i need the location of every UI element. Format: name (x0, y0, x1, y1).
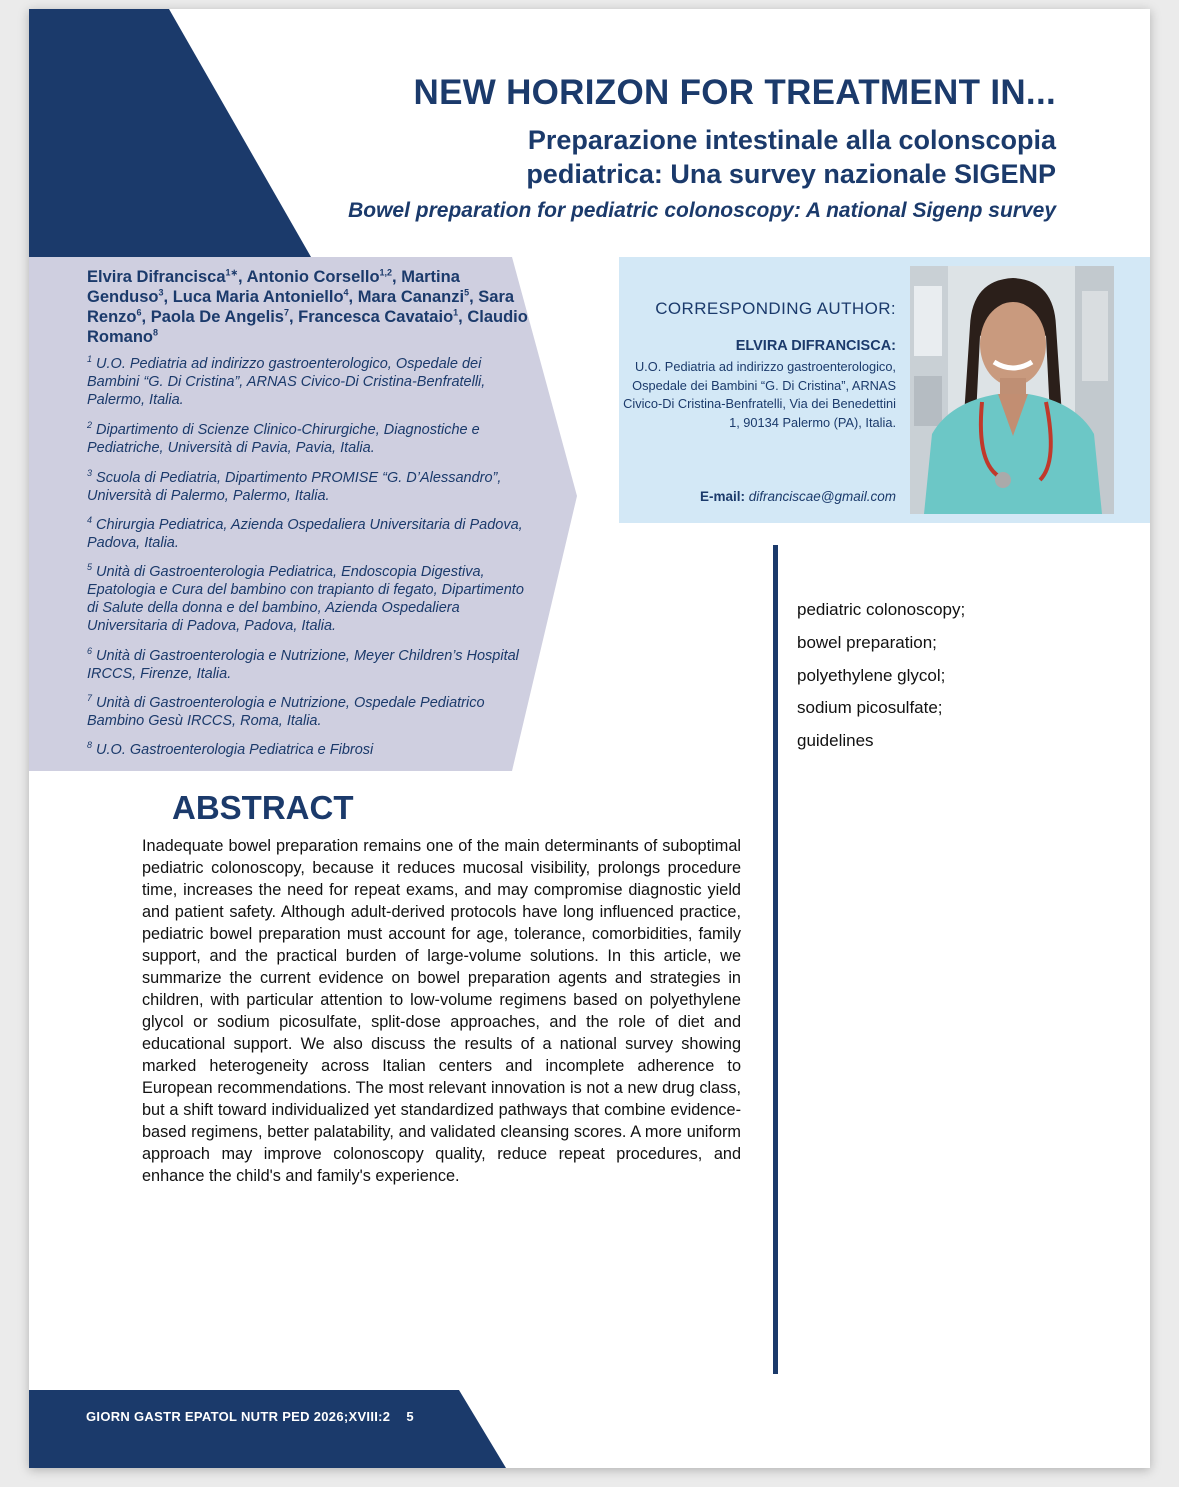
author: Antonio Corsello$^{1,2}$ (246, 267, 393, 286)
keyword: polyethylene glycol; (797, 665, 946, 685)
footer-citation (86, 1409, 414, 1424)
keyword: bowel preparation; (797, 632, 937, 652)
author-photo (910, 266, 1114, 514)
author: Mara Cananzi$^5$ (357, 287, 470, 306)
corresponding-author-email: E-mail: difranciscae@gmail.com (699, 489, 896, 504)
keywords-list (797, 594, 965, 758)
corresponding-author-label: CORRESPONDING AUTHOR: (655, 299, 896, 318)
journal-citation: GIORN GASTR EPATOL NUTR PED 2026;XVIII:2 (86, 1409, 391, 1424)
author: Luca Maria Antoniello$^4$ (172, 287, 349, 306)
affiliation-2: $^2$ Dipartimento di Scienze Clinico-Chirurgiche, Diagnostiche e Pediatriche, Università di Pavia, Pavia, Italia. (87, 420, 480, 456)
abstract-text: Inadequate bowel preparation remains one of the main determinants of suboptimal pediatric colonoscopy, because it reduces mucosal visibility, prolongs procedure time, increases the need for repeat exams, and may compromise diagnostic yield and patient safety. Although adult-derived protocols have long influenced practice, pediatric bowel preparation must account for age, tolerance, comorbidities, family support, and the practical burden of large-volume solutions. In this article, we summarize the current evidence on bowel preparation agents and strategies in children, with particular attention to low-volume regimens based on polyethylene glycol or sodium picosulfate, split-dose approaches, and the role of diet and educational support. We also discuss the results of a national survey showing marked heterogeneity across Italian centers and incomplete adherence to European recommendations. The most relevant innovation is not a new drug class, but a shift toward individualized yet standardized pathways that combine evidence-based regimens, better palatability, and validated cleansing scores. A more uniform approach may improve colonoscopy quality, reduce repeat procedures, and enhance the child's and family's experience. (142, 837, 741, 1185)
affiliation-7: $^7$ Unità di Gastroenterologia e Nutrizione, Ospedale Pediatrico Bambino Gesù IRCCS, Roma, Italia. (87, 693, 485, 729)
column-divider (773, 545, 778, 1374)
series-title: NEW HORIZON FOR TREATMENT IN... (413, 73, 1056, 112)
author: Paola De Angelis$^7$ (150, 307, 289, 326)
footer-navy-shape (29, 1390, 506, 1468)
author: Francesca Cavataio$^1$ (298, 307, 459, 326)
keyword: sodium picosulfate; (797, 698, 943, 718)
author-list: Elvira Difrancisca$^{1∗}$, Antonio Corsello$^{1,2}$, Martina Genduso$^3$, Luca Maria Antoniello$^4$, Mara Cananzi$^5$, Sara Renzo$^6$, Paola De Angelis$^7$, Francesca Cavataio$^1$, Claudio Romano$^8$ (87, 267, 528, 346)
italian-title-line-2: pediatrica: Una survey nazionale SIGENP (526, 159, 1056, 189)
affiliation-4: $^4$ Chirurgia Pediatrica, Azienda Ospedaliera Universitaria di Padova, Padova, Italia. (87, 515, 523, 551)
author: Elvira Difrancisca$^{1∗}$ (87, 267, 239, 286)
decorative-background (29, 9, 1150, 1468)
corresponding-author-name: ELVIRA DIFRANCISCA: (735, 338, 896, 354)
affiliation-5: $^5$ Unità di Gastroenterologia Pediatrica, Endoscopia Digestiva, Epatologia e Cura del bambino con trapianto di fegato, Dipartimento di Salute della donna e del bambino, Azienda Ospedaliera Universitaria di Padova, Padova, Italia. (87, 562, 524, 634)
author: Claudio Romano$^8$ (87, 308, 528, 346)
keyword: guidelines (797, 731, 874, 751)
corresponding-author-address: U.O. Pediatria ad indirizzo gastroenterologico, Ospedale dei Bambini “G. Di Cristina”, ARNAS Civico-Di Cristina-Benfratelli, Via dei Benedettini 1, 90134 Palermo (PA), Italia. (623, 359, 896, 430)
affiliation-1: $^1$ U.O. Pediatria ad indirizzo gastroenterologico, Ospedale dei Bambini “G. Di Cristina”, ARNAS Civico-Di Cristina-Benfratelli, Palermo, Italia. (87, 354, 486, 408)
keyword: pediatric colonoscopy; (797, 600, 966, 619)
author: Sara Renzo$^6$ (87, 288, 515, 326)
affiliation-3: $^3$ Scuola di Pediatria, Dipartimento PROMISE “G. D’Alessandro”, Università di Palermo, Palermo, Italia. (87, 468, 502, 504)
affiliation-6: $^6$ Unità di Gastroenterologia e Nutrizione, Meyer Children’s Hospital IRCCS, Firenze, Italia. (87, 646, 519, 682)
abstract-heading: ABSTRACT (172, 789, 354, 826)
author: Martina Genduso$^3$ (87, 268, 460, 306)
email-link[interactable]: difranciscae@gmail.com (748, 489, 896, 504)
page-number: 5 (406, 1409, 414, 1424)
affiliation-8: $^8$ U.O. Gastroenterologia Pediatrica e Fibrosi (87, 740, 374, 758)
article-page (29, 9, 1150, 1468)
italian-title-line-1: Preparazione intestinale alla colonscopia (527, 125, 1056, 155)
italian-title (329, 123, 1056, 191)
english-title: Bowel preparation for pediatric colonoscopy: A national Sigenp survey (348, 199, 1056, 222)
